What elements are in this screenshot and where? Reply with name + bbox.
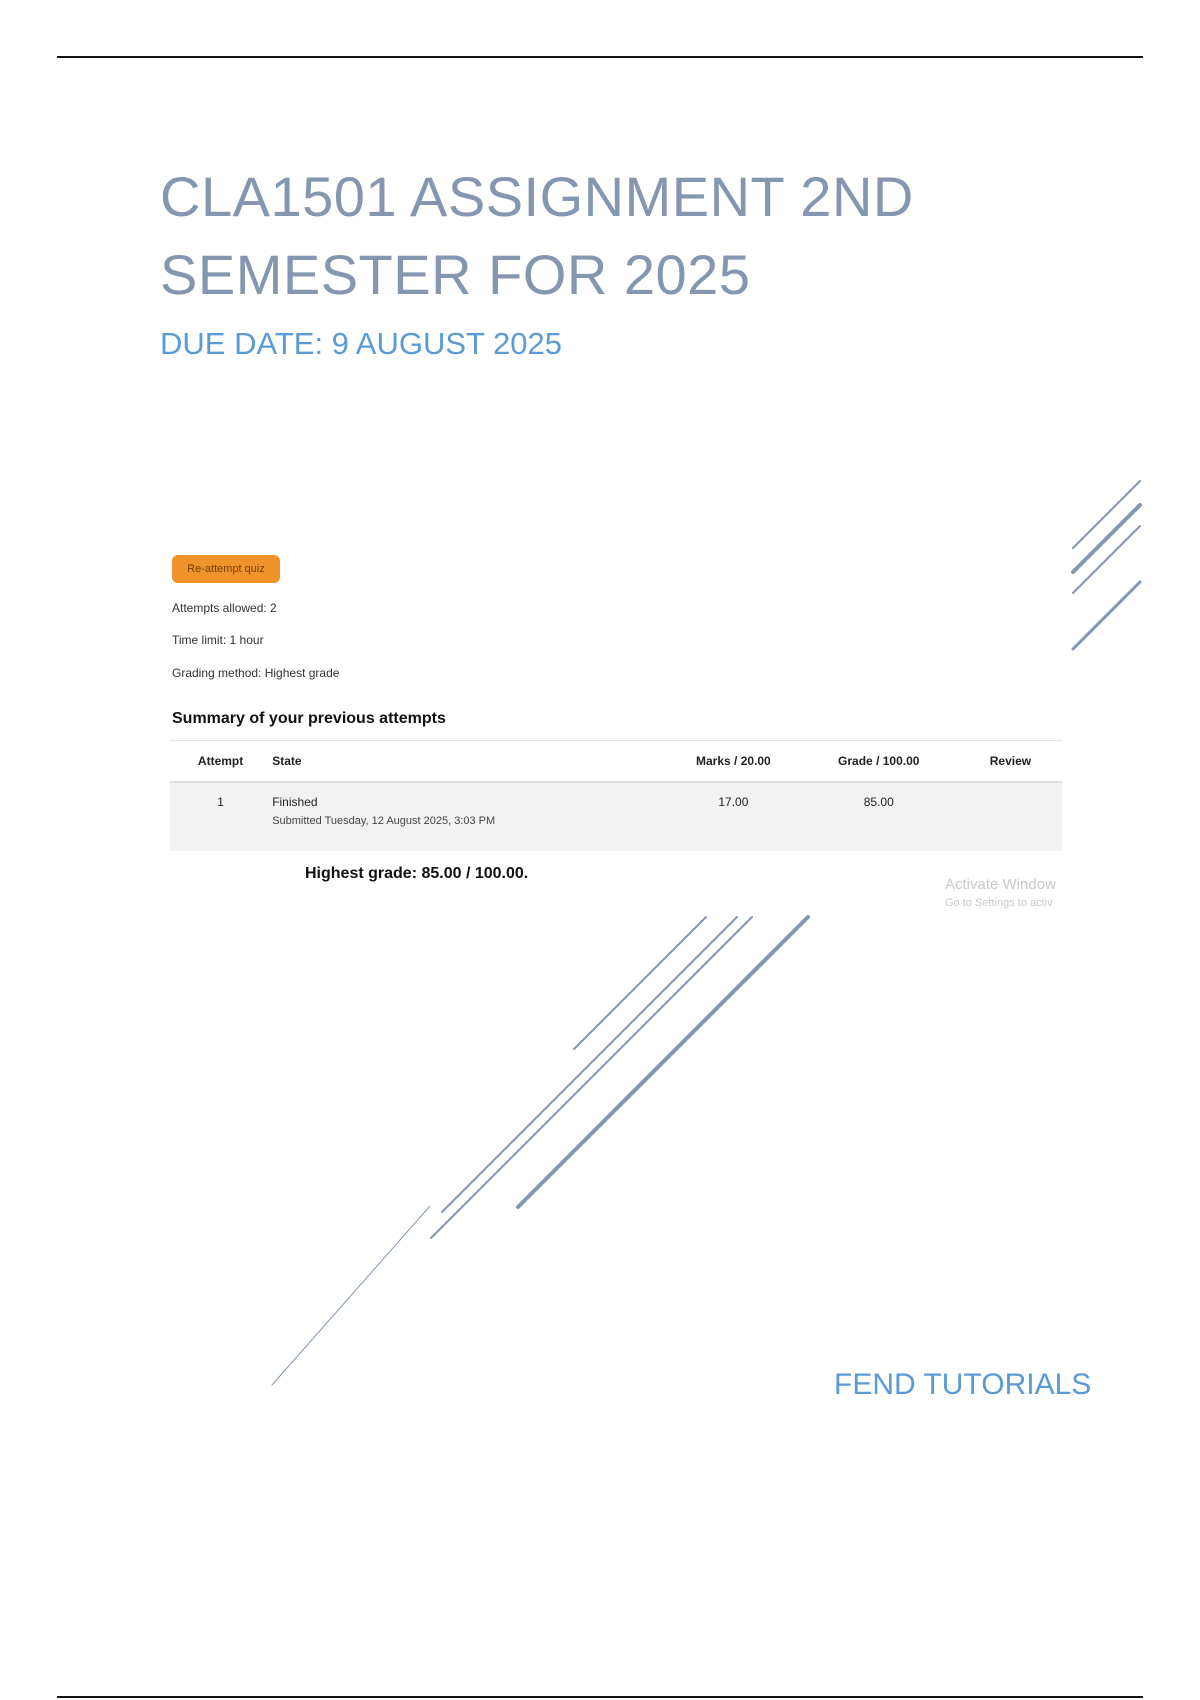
deco-line <box>1073 582 1140 649</box>
deco-line <box>1073 526 1140 593</box>
column-header-state: State <box>271 741 668 783</box>
reattempt-quiz-button[interactable]: Re-attempt quiz <box>172 555 280 583</box>
column-header-marks: Marks / 20.00 <box>668 741 799 783</box>
grading-method: Grading method: Highest grade <box>172 666 340 680</box>
attempts-table <box>170 740 1062 851</box>
column-header-review: Review <box>959 741 1062 783</box>
brand-name: FEND TUTORIALS <box>834 1368 1092 1401</box>
attempts-allowed: Attempts allowed: 2 <box>172 601 277 615</box>
deco-line <box>1073 481 1140 548</box>
attempt-grade: 85.00 <box>799 782 959 851</box>
document-title <box>160 158 1060 314</box>
deco-line <box>1073 505 1140 572</box>
time-limit: Time limit: 1 hour <box>172 633 264 647</box>
deco-line <box>431 917 752 1238</box>
summary-heading: Summary of your previous attempts <box>172 710 446 727</box>
title-line-1: CLA1501 ASSIGNMENT 2ND <box>160 165 914 228</box>
deco-line <box>574 917 706 1049</box>
deco-line <box>272 1206 430 1385</box>
column-header-grade: Grade / 100.00 <box>799 741 959 783</box>
watermark-line-2: Go to Settings to activ <box>945 897 1053 909</box>
deco-line <box>442 917 737 1212</box>
attempt-review[interactable] <box>959 782 1062 851</box>
bottom-rule <box>57 1696 1143 1698</box>
column-header-attempt: Attempt <box>170 741 271 783</box>
activation-watermark <box>945 876 1056 912</box>
highest-grade: Highest grade: 85.00 / 100.00. <box>305 865 529 882</box>
top-rule <box>57 56 1143 58</box>
due-date: DUE DATE: 9 AUGUST 2025 <box>160 326 563 361</box>
watermark-line-1: Activate Window <box>945 876 1056 893</box>
table-row <box>170 782 1062 851</box>
table-header-row <box>170 741 1062 783</box>
attempt-marks: 17.00 <box>668 782 799 851</box>
deco-line <box>518 917 808 1207</box>
attempt-number: 1 <box>170 782 271 851</box>
attempt-state: Finished <box>272 795 318 809</box>
title-line-2: SEMESTER FOR 2025 <box>160 243 751 306</box>
attempt-state-cell <box>271 782 668 851</box>
attempt-submitted: Submitted Tuesday, 12 August 2025, 3:03 PM <box>272 815 496 827</box>
